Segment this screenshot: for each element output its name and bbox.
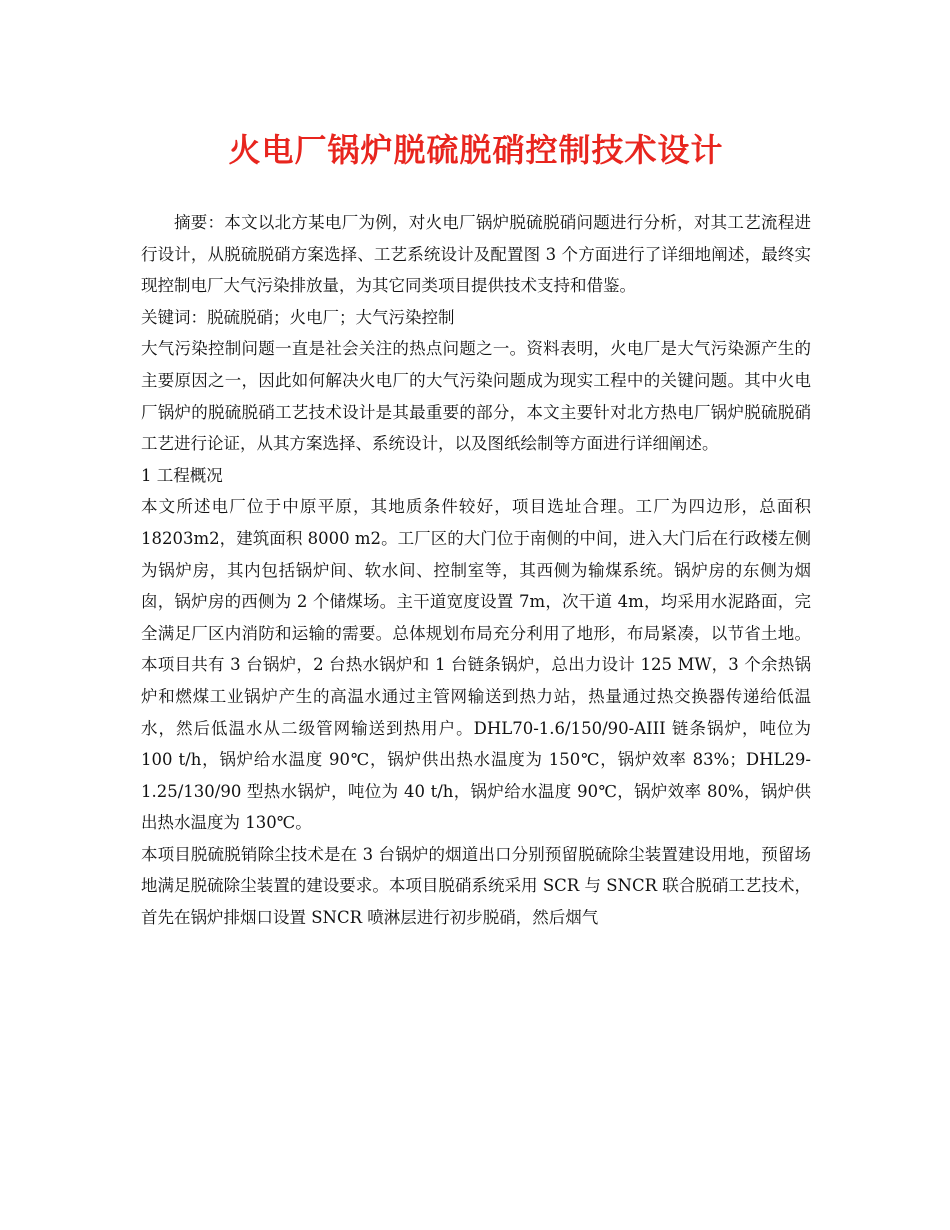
abstract-paragraph: 摘要：本文以北方某电厂为例，对火电厂锅炉脱硫脱硝问题进行分析，对其工艺流程进行设计，从脱硫脱硝方案选择、工艺系统设计及配置图 3 个方面进行了详细地阐述，最终实现控制电厂大气污染排放量，为其它同类项目提供技术支持和借鉴。 [141, 213, 811, 296]
section-paragraph-2: 本项目脱硫脱销除尘技术是在 3 台锅炉的烟道出口分别预留脱硫除尘装置建设用地，预留场地满足脱硫除尘装置的建设要求。本项目脱硝系统采用 SCR 与 SNCR 联合脱硝工艺技术，首先在锅炉排烟口设置 SNCR 喷淋层进行初步脱硝，然后烟气 [141, 844, 811, 928]
keywords-line: 关键词：脱硫脱硝；火电厂；大气污染控制 [141, 307, 455, 327]
section-heading: 1 工程概况 [141, 465, 223, 485]
document-content [141, 128, 811, 934]
intro-paragraph: 大气污染控制问题一直是社会关注的热点问题之一。资料表明，火电厂是大气污染源产生的主要原因之一，因此如何解决火电厂的大气污染问题成为现实工程中的关键问题。其中火电厂锅炉的脱硫脱硝工艺技术设计是其最重要的部分，本文主要针对北方热电厂锅炉脱硫脱硝工艺进行论证，从其方案选择、系统设计，以及图纸绘制等方面进行详细阐述。 [141, 339, 811, 454]
document-body [141, 207, 811, 934]
section-paragraph-1: 本文所述电厂位于中原平原，其地质条件较好，项目选址合理。工厂为四边形，总面积 18203m2，建筑面积 8000 m2。工厂区的大门位于南侧的中间，进入大门后在行政楼左侧为锅炉房，其内包括锅炉间、软水间、控制室等，其西侧为输煤系统。锅炉房的东侧为烟囱，锅炉房的西侧为 2 个储煤场。主干道宽度设置 7m，次干道 4m，均采用水泥路面，完全满足厂区内消防和运输的需要。总体规划布局充分利用了地形，布局紧凑，以节省土地。本项目共有 3 台锅炉，2 台热水锅炉和 1 台链条锅炉，总出力设计 125 MW，3 个余热锅炉和燃煤工业锅炉产生的高温水通过主管网输送到热力站，热量通过热交换器传递给低温水，然后低温水从二级管网输送到热用户。DHL70-1.6/150/90-AIII 链条锅炉，吨位为 100 t/h，锅炉给水温度 90℃，锅炉供出热水温度为 150℃，锅炉效率 83%；DHL29-1.25/130/90 型热水锅炉，吨位为 40 t/h，锅炉给水温度 90℃，锅炉效率 80%，锅炉供出热水温度为 130℃。 [141, 497, 811, 833]
document-title: 火电厂锅炉脱硫脱硝控制技术设计 [228, 131, 724, 169]
